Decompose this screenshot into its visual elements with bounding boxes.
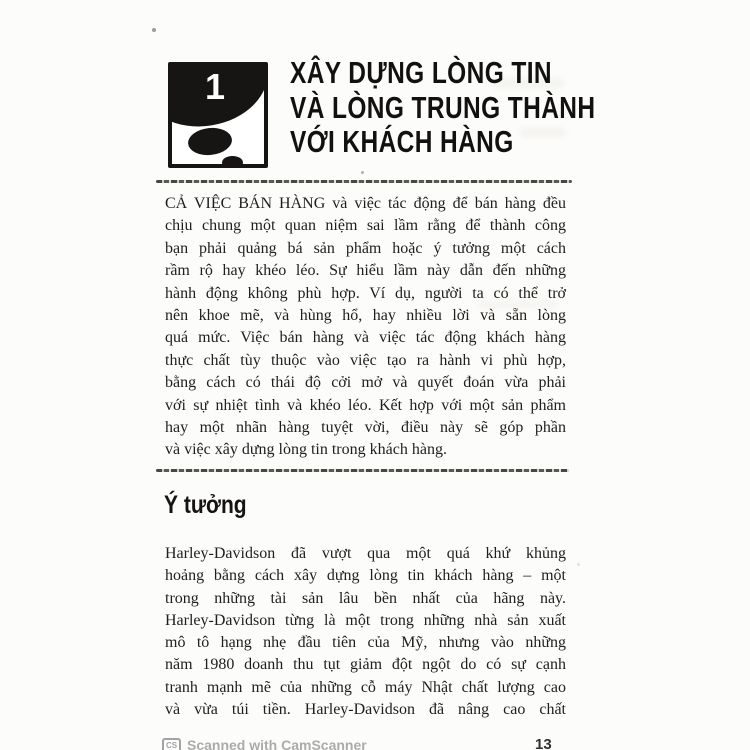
section-divider (156, 180, 572, 183)
body-line: và việc xây dựng lòng tin trong khách hàng. (165, 441, 447, 459)
chapter-title (290, 56, 677, 160)
camscanner-logo-icon: CS (162, 738, 181, 750)
body-line: CẢ VIỆC BÁN HÀNG và việc tác động để bán hàng đều (165, 195, 566, 212)
body-line: Harley-Davidson từng là một trong những nhà sản xuất (165, 611, 566, 629)
chapter-title-line: VỚI KHÁCH HÀNG (290, 124, 514, 159)
idea-paragraph (165, 543, 566, 721)
body-line: năm 1980 doanh thu tụt giảm đột ngột do có sự cạnh (165, 656, 566, 674)
body-line: chịu chung một quan niệm sai lầm rằng để thành công (165, 217, 566, 235)
idea-section-heading: Ý tưởng (164, 491, 247, 519)
scan-speck (361, 171, 364, 174)
thought-bubble-medium-icon (187, 126, 234, 157)
body-line: nên khoe mẽ, và hùng hổ, hay nhiều lời và sẵn lòng (165, 306, 566, 324)
body-line: hay một nhãn hàng tuyệt vời, điều này sẽ góp phần (165, 418, 566, 436)
chapter-number: 1 (205, 66, 226, 107)
body-line: trong những tài sản lâu bền nhất của hãng này. (165, 589, 566, 607)
watermark-text: Scanned with CamScanner (187, 737, 367, 750)
body-line: mô tô hạng nhẹ đầu tiên của Mỹ, nhưng vào những (165, 634, 566, 652)
chapter-title-line: XÂY DỰNG LÒNG TIN (290, 55, 552, 90)
body-line: tranh mạnh mẽ của những cỗ máy Nhật chất lượng cao (165, 678, 566, 696)
page-number: 13 (535, 736, 552, 750)
body-line: Harley-Davidson đã vượt qua một quá khứ khủng (165, 545, 566, 562)
scan-speck (152, 28, 156, 32)
body-line: bằng cách có thái độ cởi mở và quyết đoán vừa phải (165, 374, 566, 392)
section-divider (156, 469, 569, 472)
chapter-number-badge (168, 62, 268, 168)
body-line: và vừa túi tiền. Harley-Davidson đã nâng cao chất (165, 701, 566, 719)
body-line: rầm rộ hay khéo léo. Sự hiểu lầm này dẫn đến những (165, 262, 566, 280)
body-line: với sự nhiệt tình và khéo léo. Kết hợp với một sản phẩm (165, 396, 566, 414)
intro-paragraph (165, 193, 566, 462)
thought-bubble-small-icon (222, 156, 243, 168)
body-line: quá mức. Việc bán hàng và việc tác động khách hàng (165, 329, 566, 347)
chapter-title-line: VÀ LÒNG TRUNG THÀNH (290, 89, 596, 125)
body-line: thực chất tùy thuộc vào việc tạo ra hành vi phù hợp, (165, 351, 566, 369)
body-line: hoảng bằng cách xây dựng lòng tin khách hàng – một (165, 567, 566, 585)
body-line: bạn phải quảng bá sản phẩm hoặc ý tưởng một cách (165, 239, 566, 257)
scan-speck (577, 563, 580, 566)
body-line: hành động không phù hợp. Ví dụ, người ta có thể trở (165, 284, 566, 302)
